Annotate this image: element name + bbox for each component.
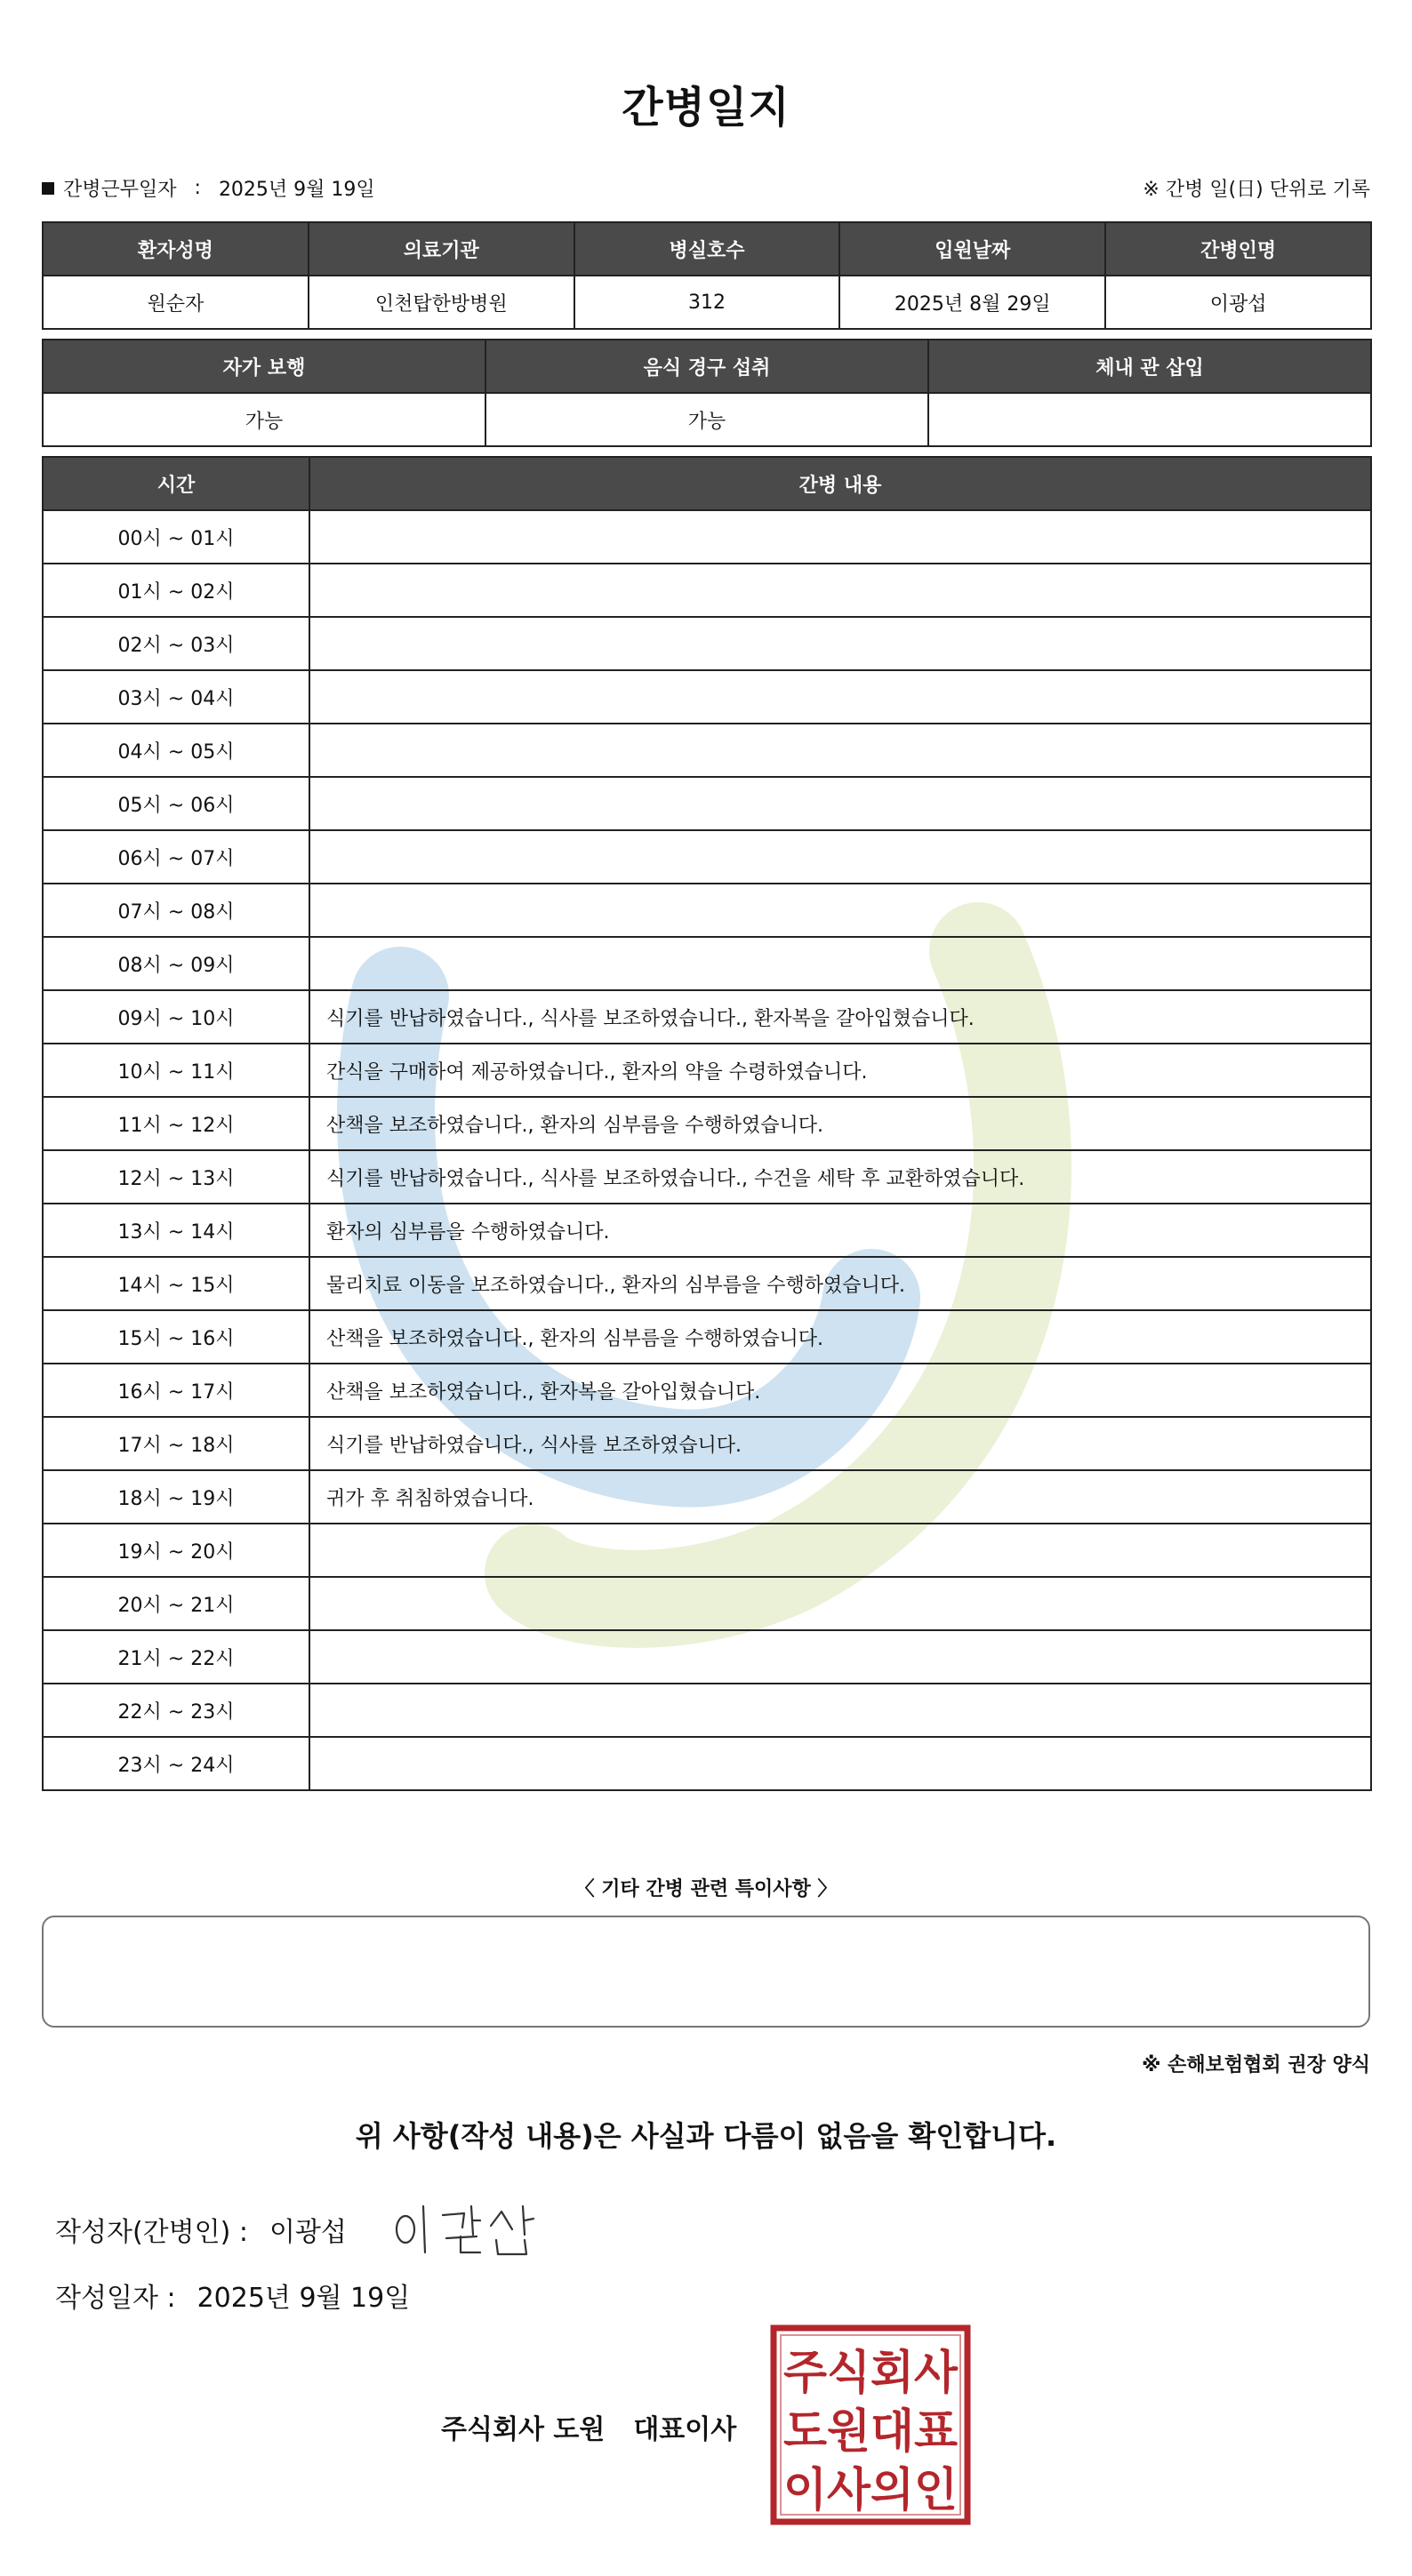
time-cell: 09시 ~ 10시 — [43, 990, 309, 1044]
table-row — [43, 1097, 1371, 1150]
header-admission-date: 입원날짜 — [839, 222, 1105, 276]
duty-date-label: 간병근무일자 — [63, 179, 177, 201]
time-cell: 17시 ~ 18시 — [43, 1417, 309, 1470]
content-cell — [309, 724, 1371, 777]
table-row — [43, 937, 1371, 990]
patient-info-table — [42, 221, 1372, 330]
oral-intake-value: 가능 — [485, 393, 928, 446]
table-row — [43, 1364, 1371, 1417]
content-cell: 귀가 후 취침하였습니다. — [309, 1470, 1371, 1524]
header-time: 시간 — [43, 457, 309, 510]
recommendation-note: ※ 손해보험협회 권장 양식 — [1142, 2054, 1370, 2076]
patient-status-table — [42, 339, 1372, 447]
patient-name: 원순자 — [43, 276, 309, 329]
content-cell — [309, 510, 1371, 564]
table-row — [43, 1524, 1371, 1577]
time-cell: 18시 ~ 19시 — [43, 1470, 309, 1524]
special-notes-title: 〈 기타 간병 관련 특이사항 〉 — [574, 1878, 838, 1900]
table-row — [43, 777, 1371, 830]
content-cell — [309, 564, 1371, 617]
written-date-line — [55, 2276, 410, 2315]
time-cell: 00시 ~ 01시 — [43, 510, 309, 564]
table-row — [43, 617, 1371, 670]
time-cell: 14시 ~ 15시 — [43, 1257, 309, 1310]
content-cell: 산책을 보조하였습니다., 환자의 심부름을 수행하였습니다. — [309, 1097, 1371, 1150]
table-row — [43, 1630, 1371, 1684]
company-signoff — [441, 2407, 736, 2446]
time-cell: 10시 ~ 11시 — [43, 1044, 309, 1097]
table-row — [43, 1044, 1371, 1097]
tube-insertion-value — [928, 393, 1371, 446]
content-cell: 식기를 반납하였습니다., 식사를 보조하였습니다., 환자복을 갈아입혔습니다. — [309, 990, 1371, 1044]
table-row — [43, 1257, 1371, 1310]
time-cell: 16시 ~ 17시 — [43, 1364, 309, 1417]
content-cell: 식기를 반납하였습니다., 식사를 보조하였습니다., 수건을 세탁 후 교환하였습니다. — [309, 1150, 1371, 1204]
time-cell: 22시 ~ 23시 — [43, 1684, 309, 1737]
content-cell — [309, 1684, 1371, 1737]
content-cell — [309, 1737, 1371, 1790]
content-cell — [309, 884, 1371, 937]
header-oral-intake: 음식 경구 섭취 — [485, 340, 928, 393]
table-row — [43, 1470, 1371, 1524]
content-cell: 식기를 반납하였습니다., 식사를 보조하였습니다. — [309, 1417, 1371, 1470]
writer-line — [55, 2210, 347, 2249]
content-cell: 산책을 보조하였습니다., 환자복을 갈아입혔습니다. — [309, 1364, 1371, 1417]
company-representative-title: 대표이사 — [633, 2414, 737, 2445]
time-cell: 23시 ~ 24시 — [43, 1737, 309, 1790]
header-care-content: 간병 내용 — [309, 457, 1371, 510]
content-cell: 산책을 보조하였습니다., 환자의 심부름을 수행하였습니다. — [309, 1310, 1371, 1364]
time-cell: 02시 ~ 03시 — [43, 617, 309, 670]
time-cell: 15시 ~ 16시 — [43, 1310, 309, 1364]
self-walking-value: 가능 — [43, 393, 485, 446]
hospital-name: 인천탑한방병원 — [309, 276, 574, 329]
table-row — [43, 1417, 1371, 1470]
duty-date-value: 2025년 9월 19일 — [218, 179, 375, 201]
writer-label: 작성자(간병인) : — [55, 2217, 248, 2248]
time-cell: 05시 ~ 06시 — [43, 777, 309, 830]
content-cell — [309, 617, 1371, 670]
content-cell — [309, 670, 1371, 724]
company-name: 주식회사 도원 — [441, 2414, 606, 2445]
header-hospital: 의료기관 — [309, 222, 574, 276]
content-cell: 물리치료 이동을 보조하였습니다., 환자의 심부름을 수행하였습니다. — [309, 1257, 1371, 1310]
time-cell: 13시 ~ 14시 — [43, 1204, 309, 1257]
content-cell — [309, 1630, 1371, 1684]
company-seal-stamp — [770, 2324, 971, 2525]
content-cell — [309, 830, 1371, 884]
table-row — [43, 670, 1371, 724]
table-row — [43, 1204, 1371, 1257]
table-row — [43, 510, 1371, 564]
writer-name: 이광섭 — [269, 2217, 347, 2248]
content-cell — [309, 937, 1371, 990]
table-row — [43, 724, 1371, 777]
handwritten-signature — [391, 2194, 542, 2265]
table-row — [43, 830, 1371, 884]
time-cell: 07시 ~ 08시 — [43, 884, 309, 937]
time-cell: 12시 ~ 13시 — [43, 1150, 309, 1204]
table-row — [43, 1684, 1371, 1737]
caregiver-name: 이광섭 — [1105, 276, 1371, 329]
header-self-walking: 자가 보행 — [43, 340, 485, 393]
written-date-value: 2025년 9월 19일 — [197, 2283, 411, 2314]
table-row — [43, 1310, 1371, 1364]
svg-text:이사의인: 이사의인 — [783, 2464, 958, 2517]
content-cell — [309, 1524, 1371, 1577]
written-date-label: 작성일자 : — [55, 2283, 176, 2314]
content-cell: 환자의 심부름을 수행하였습니다. — [309, 1204, 1371, 1257]
page-title: 간병일지 — [622, 83, 790, 132]
svg-text:도원대표: 도원대표 — [783, 2405, 958, 2459]
time-cell: 06시 ~ 07시 — [43, 830, 309, 884]
time-cell: 04시 ~ 05시 — [43, 724, 309, 777]
time-cell: 01시 ~ 02시 — [43, 564, 309, 617]
time-cell: 11시 ~ 12시 — [43, 1097, 309, 1150]
content-cell — [309, 777, 1371, 830]
table-row — [43, 564, 1371, 617]
header-tube-insertion: 체내 관 삽입 — [928, 340, 1371, 393]
table-row — [43, 1737, 1371, 1790]
bullet-square-icon — [42, 182, 54, 195]
time-cell: 03시 ~ 04시 — [43, 670, 309, 724]
care-log-table — [42, 456, 1372, 1791]
header-room-number: 병실호수 — [574, 222, 840, 276]
header-caregiver-name: 간병인명 — [1105, 222, 1371, 276]
duty-unit-note: ※ 간병 일(日) 단위로 기록 — [1143, 179, 1370, 201]
time-cell: 21시 ~ 22시 — [43, 1630, 309, 1684]
table-row — [43, 884, 1371, 937]
confirmation-statement: 위 사항(작성 내용)은 사실과 다름이 없음을 확인합니다. — [355, 2119, 1057, 2153]
time-cell: 08시 ~ 09시 — [43, 937, 309, 990]
table-row — [43, 1150, 1371, 1204]
time-cell: 19시 ~ 20시 — [43, 1524, 309, 1577]
duty-date-separator: : — [194, 177, 201, 199]
time-cell: 20시 ~ 21시 — [43, 1577, 309, 1630]
header-patient-name: 환자성명 — [43, 222, 309, 276]
svg-text:주식회사: 주식회사 — [783, 2347, 959, 2400]
content-cell: 간식을 구매하여 제공하였습니다., 환자의 약을 수령하였습니다. — [309, 1044, 1371, 1097]
table-row — [43, 1577, 1371, 1630]
table-row — [43, 990, 1371, 1044]
duty-date-row — [42, 174, 1370, 210]
special-notes-box — [42, 1916, 1370, 2028]
room-number: 312 — [574, 276, 840, 329]
content-cell — [309, 1577, 1371, 1630]
admission-date: 2025년 8월 29일 — [839, 276, 1105, 329]
